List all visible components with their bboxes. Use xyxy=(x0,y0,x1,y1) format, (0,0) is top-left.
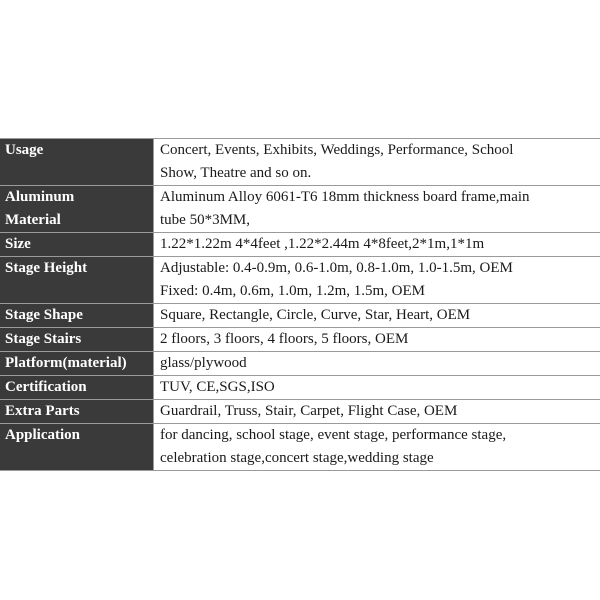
row-key: Platform(material) xyxy=(0,352,154,376)
table-row-application xyxy=(0,424,600,471)
value-line: celebration stage,concert stage,wedding stage xyxy=(160,450,434,466)
row-value xyxy=(154,186,600,233)
row-key: Stage Shape xyxy=(0,304,154,328)
row-value xyxy=(154,139,600,186)
row-key: Application xyxy=(0,424,154,471)
value-line: Concert, Events, Exhibits, Weddings, Performance, School xyxy=(160,142,514,158)
value-line: Guardrail, Truss, Stair, Carpet, Flight Case, OEM xyxy=(160,403,458,419)
row-key: Size xyxy=(0,233,154,257)
value-line: Show, Theatre and so on. xyxy=(160,165,312,181)
table-row-stage-stairs xyxy=(0,328,600,352)
table-row-stage-height xyxy=(0,257,600,304)
row-value xyxy=(154,257,600,304)
row-value xyxy=(154,328,600,352)
table-row-usage xyxy=(0,139,600,186)
row-key: Certification xyxy=(0,376,154,400)
table-row-size xyxy=(0,233,600,257)
value-line: Square, Rectangle, Circle, Curve, Star, Heart, OEM xyxy=(160,307,471,323)
spec-table xyxy=(0,138,600,471)
row-key: Stage Height xyxy=(0,257,154,304)
value-line: Adjustable: 0.4-0.9m, 0.6-1.0m, 0.8-1.0m, 1.0-1.5m, OEM xyxy=(160,260,513,276)
value-line: for dancing, school stage, event stage, performance stage, xyxy=(160,427,507,443)
row-value xyxy=(154,424,600,471)
key-line: Material xyxy=(5,212,61,228)
value-line: tube 50*3MM, xyxy=(160,212,250,228)
row-key: Extra Parts xyxy=(0,400,154,424)
value-line: glass/plywood xyxy=(160,355,247,371)
row-key: Usage xyxy=(0,139,154,186)
row-value xyxy=(154,233,600,257)
row-value xyxy=(154,352,600,376)
row-key: Stage Stairs xyxy=(0,328,154,352)
row-value xyxy=(154,400,600,424)
value-line: 2 floors, 3 floors, 4 floors, 5 floors, OEM xyxy=(160,331,409,347)
value-line: 1.22*1.22m 4*4feet ,1.22*2.44m 4*8feet,2*1m,1*1m xyxy=(160,236,485,252)
key-line: Aluminum xyxy=(5,189,75,205)
row-value xyxy=(154,376,600,400)
table-row-stage-shape xyxy=(0,304,600,328)
value-line: TUV, CE,SGS,ISO xyxy=(160,379,275,395)
table-row-aluminum-material xyxy=(0,186,600,233)
value-line: Fixed: 0.4m, 0.6m, 1.0m, 1.2m, 1.5m, OEM xyxy=(160,283,426,299)
table-row-certification xyxy=(0,376,600,400)
value-line: Aluminum Alloy 6061-T6 18mm thickness board frame,main xyxy=(160,189,530,205)
table-row-extra-parts xyxy=(0,400,600,424)
row-key xyxy=(0,186,154,233)
row-value xyxy=(154,304,600,328)
table-row-platform-material xyxy=(0,352,600,376)
